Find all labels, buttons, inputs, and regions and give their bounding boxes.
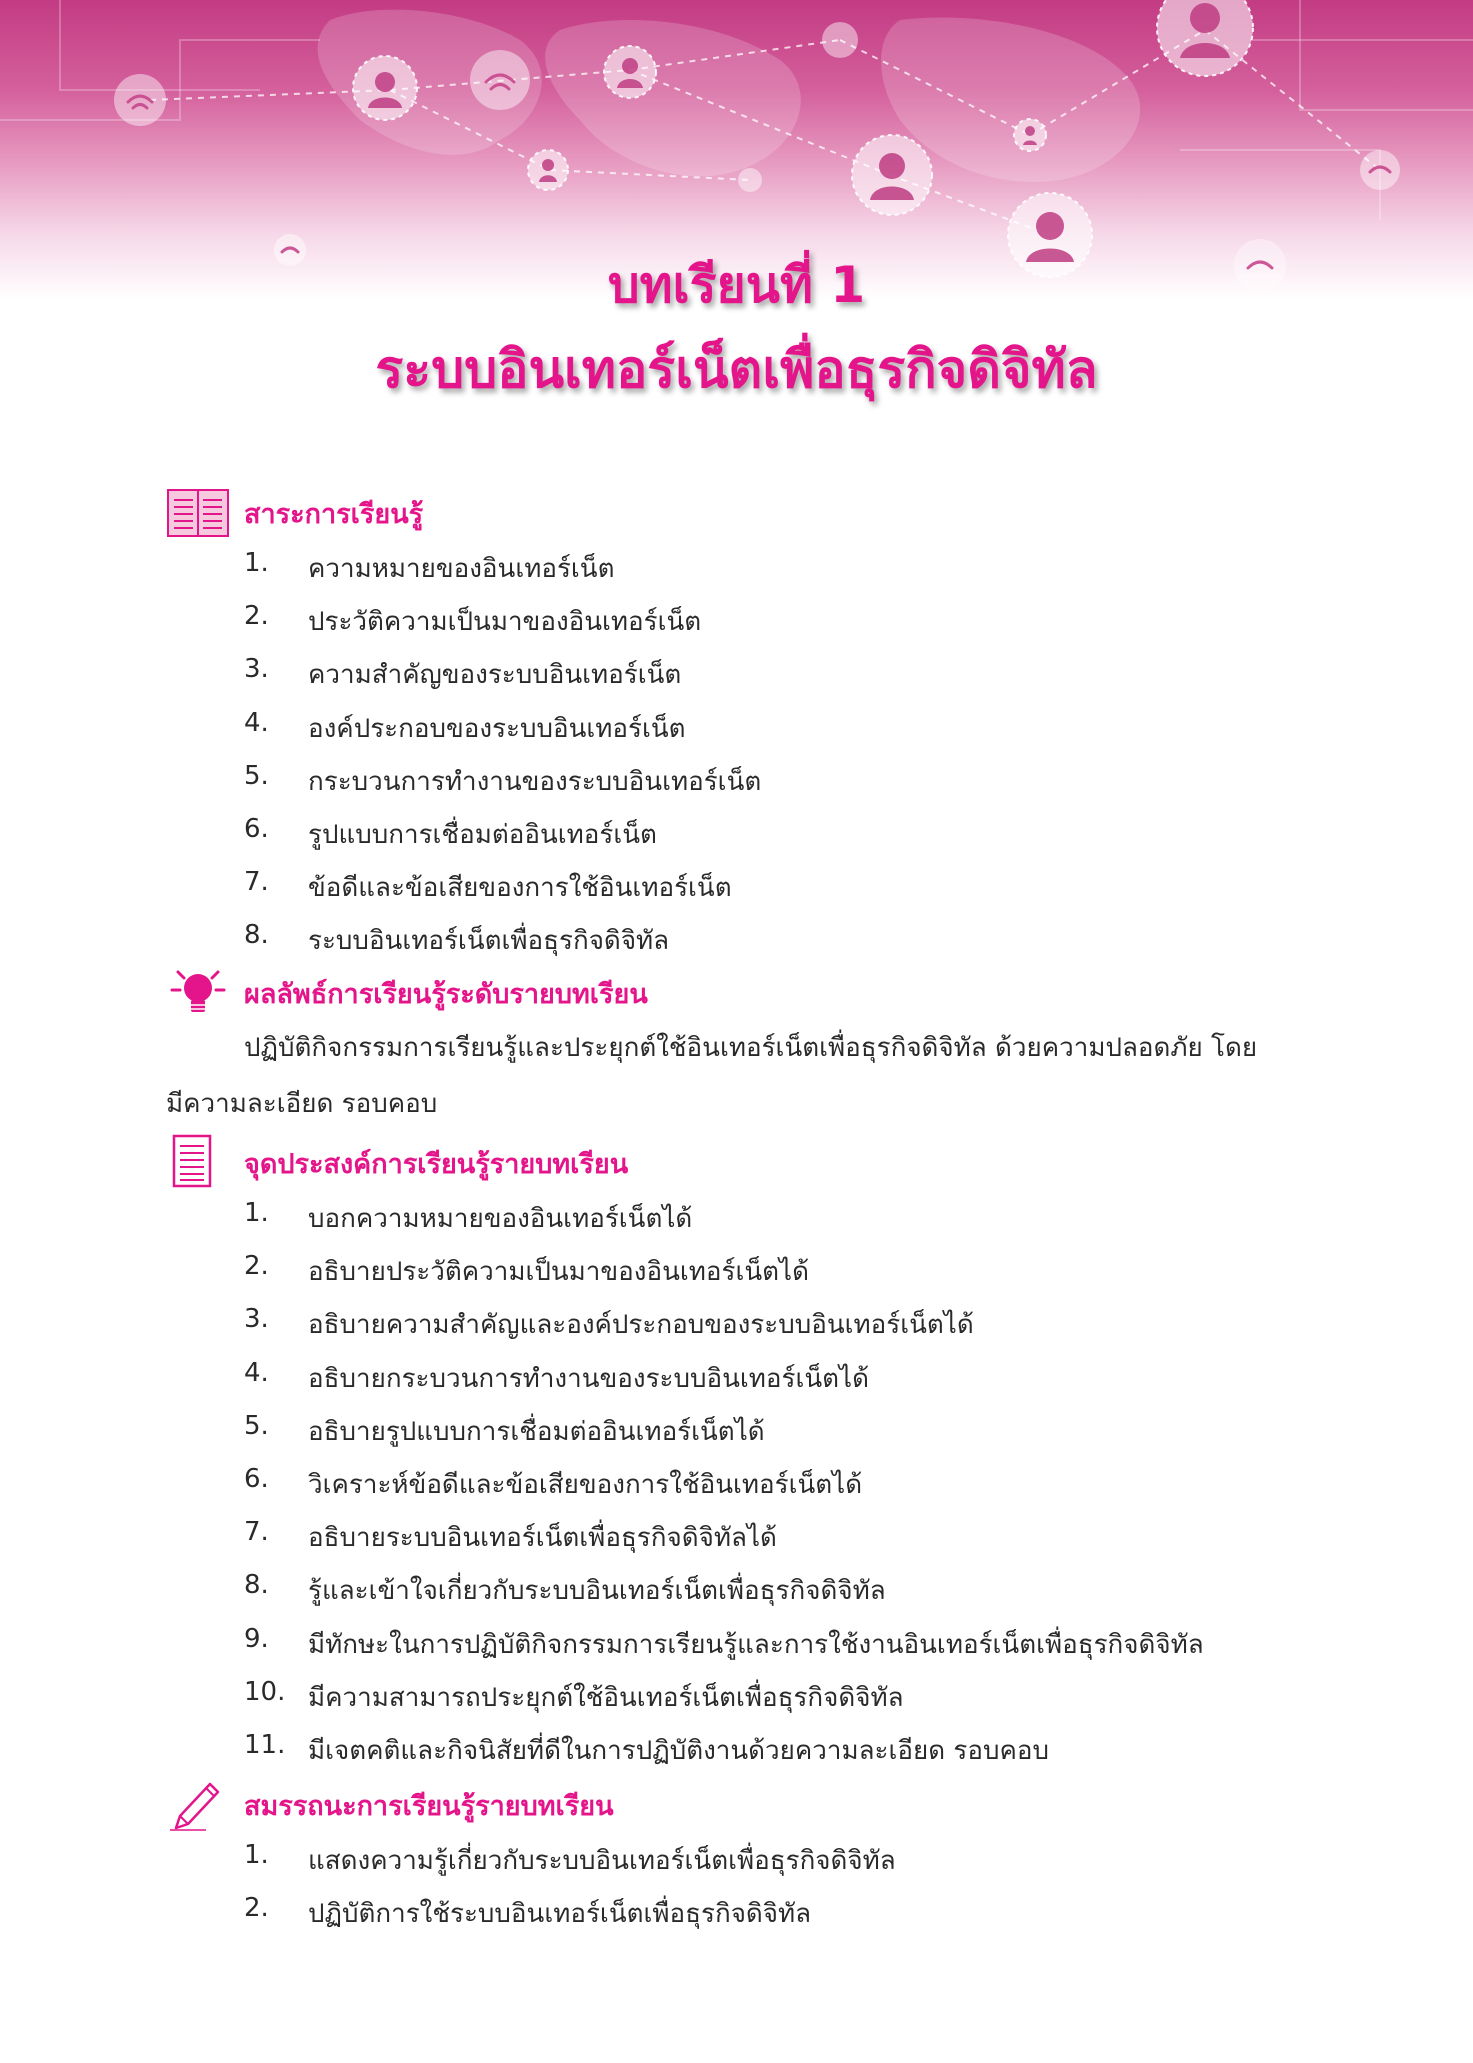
item-text: ความสำคัญของระบบอินเทอร์เน็ต [308, 660, 682, 691]
section-title: จุดประสงค์การเรียนรู้รายบทเรียน [244, 1149, 629, 1180]
item-text: ระบบอินเทอร์เน็ตเพื่อธุรกิจดิจิทัล [308, 926, 670, 957]
item-number: 1. [244, 1840, 269, 1870]
item-text: ความหมายของอินเทอร์เน็ต [308, 554, 615, 584]
list-item [0, 806, 1473, 859]
item-number: 6. [244, 1463, 269, 1494]
section-title: สาระการเรียนรู้ [244, 499, 424, 530]
chapter-heading [0, 250, 1473, 420]
item-text: อธิบายรูปแบบการเชื่อมต่ออินเทอร์เน็ตได้ [308, 1416, 765, 1447]
item-number: 11. [244, 1729, 286, 1760]
item-text: รู้และเข้าใจเกี่ยวกับระบบอินเทอร์เน็ตเพื่อธุรกิจดิจิทัล [308, 1576, 886, 1607]
item-text: รูปแบบการเชื่อมต่ออินเทอร์เน็ต [308, 819, 657, 850]
item-text: แสดงความรู้เกี่ยวกับระบบอินเทอร์เน็ตเพื่อธุรกิจดิจิทัล [308, 1846, 896, 1876]
list-item [0, 1456, 1473, 1509]
content-list [0, 540, 1473, 966]
objectives-list [0, 1190, 1473, 1775]
list-item [0, 1350, 1473, 1403]
item-number: 5. [244, 1410, 269, 1441]
item-text: มีความสามารถประยุกต์ใช้อินเทอร์เน็ตเพื่อธุรกิจดิจิทัล [308, 1682, 904, 1713]
list-item [0, 1832, 1473, 1885]
list-item [0, 1190, 1473, 1243]
list-item [0, 646, 1473, 699]
item-text: มีเจตคติและกิจนิสัยที่ดีในการปฏิบัติงานด้วยความละเอียด รอบคอบ [308, 1735, 1049, 1766]
item-text: บอกความหมายของอินเทอร์เน็ตได้ [308, 1204, 693, 1234]
item-number: 3. [244, 654, 269, 685]
item-number: 8. [244, 1570, 269, 1601]
list-item [0, 1722, 1473, 1775]
list-item [0, 1296, 1473, 1349]
item-number: 4. [244, 707, 269, 738]
list-item [0, 1669, 1473, 1722]
list-item [0, 1243, 1473, 1296]
section-header [0, 964, 1473, 1020]
item-number: 2. [244, 1251, 269, 1282]
list-item [0, 912, 1473, 965]
list-item [0, 1616, 1473, 1669]
competency-list [0, 1832, 1473, 1938]
item-number: 9. [244, 1623, 269, 1654]
outcome-line-2: มีความละเอียด รอบคอบ [166, 1089, 438, 1119]
section-title: สมรรถนะการเรียนรู้รายบทเรียน [244, 1791, 614, 1822]
chapter-subtitle: ระบบอินเทอร์เน็ตเพื่อธุรกิจดิจิทัล [375, 340, 1098, 400]
item-text: มีทักษะในการปฏิบัติกิจกรรมการเรียนรู้และการใช้งานอินเทอร์เน็ตเพื่อธุรกิจดิจิทัล [308, 1629, 1204, 1660]
pencil-icon [166, 1776, 230, 1832]
list-item [0, 1885, 1473, 1938]
list-item [0, 859, 1473, 912]
chapter-title: บทเรียนที่ 1 [607, 256, 866, 314]
item-text: ข้อดีและข้อเสียของการใช้อินเทอร์เน็ต [308, 873, 732, 904]
item-text: ประวัติความเป็นมาของอินเทอร์เน็ต [308, 607, 702, 638]
item-text: อธิบายระบบอินเทอร์เน็ตเพื่อธุรกิจดิจิทัลได้ [308, 1523, 777, 1554]
item-number: 1. [244, 1198, 269, 1228]
outcome-section [0, 964, 1473, 1132]
item-number: 4. [244, 1357, 269, 1388]
section-title: ผลลัพธ์การเรียนรู้ระดับรายบทเรียน [244, 979, 648, 1010]
item-number: 1. [244, 548, 269, 578]
section-header [0, 484, 1473, 540]
item-text: อธิบายประวัติความเป็นมาของอินเทอร์เน็ตได้ [308, 1257, 809, 1288]
item-number: 7. [244, 867, 269, 898]
item-text: อธิบายความสำคัญและองค์ประกอบของระบบอินเทอร์เน็ตได้ [308, 1310, 974, 1341]
item-number: 5. [244, 760, 269, 791]
item-number: 3. [244, 1304, 269, 1335]
item-number: 2. [244, 601, 269, 632]
list-item [0, 1403, 1473, 1456]
outcome-line-1: ปฏิบัติกิจกรรมการเรียนรู้และประยุกต์ใช้อินเทอร์เน็ตเพื่อธุรกิจดิจิทัล ด้วยความปลอดภัย โดย [244, 1033, 1258, 1063]
clipboard-icon [166, 1134, 230, 1190]
list-item [0, 1562, 1473, 1615]
item-text: ปฏิบัติการใช้ระบบอินเทอร์เน็ตเพื่อธุรกิจดิจิทัล [308, 1899, 812, 1930]
item-text: วิเคราะห์ข้อดีและข้อเสียของการใช้อินเทอร์เน็ตได้ [308, 1469, 863, 1500]
item-text: องค์ประกอบของระบบอินเทอร์เน็ต [308, 713, 686, 744]
list-item [0, 753, 1473, 806]
competency-section [0, 1776, 1473, 1938]
section-header [0, 1134, 1473, 1190]
item-text: กระบวนการทำงานของระบบอินเทอร์เน็ต [308, 766, 762, 797]
outcome-paragraph [0, 1020, 1473, 1132]
list-item [0, 1509, 1473, 1562]
item-number: 8. [244, 920, 269, 951]
content-section [0, 484, 1473, 966]
item-text: อธิบายกระบวนการทำงานของระบบอินเทอร์เน็ตได้ [308, 1363, 870, 1394]
item-number: 7. [244, 1517, 269, 1548]
section-header [0, 1776, 1473, 1832]
list-item [0, 700, 1473, 753]
objectives-section [0, 1134, 1473, 1775]
item-number: 2. [244, 1893, 269, 1924]
list-item [0, 540, 1473, 593]
item-number: 6. [244, 813, 269, 844]
list-item [0, 593, 1473, 646]
item-number: 10. [244, 1676, 286, 1707]
open-book-icon [166, 484, 230, 540]
lightbulb-icon [166, 964, 230, 1020]
